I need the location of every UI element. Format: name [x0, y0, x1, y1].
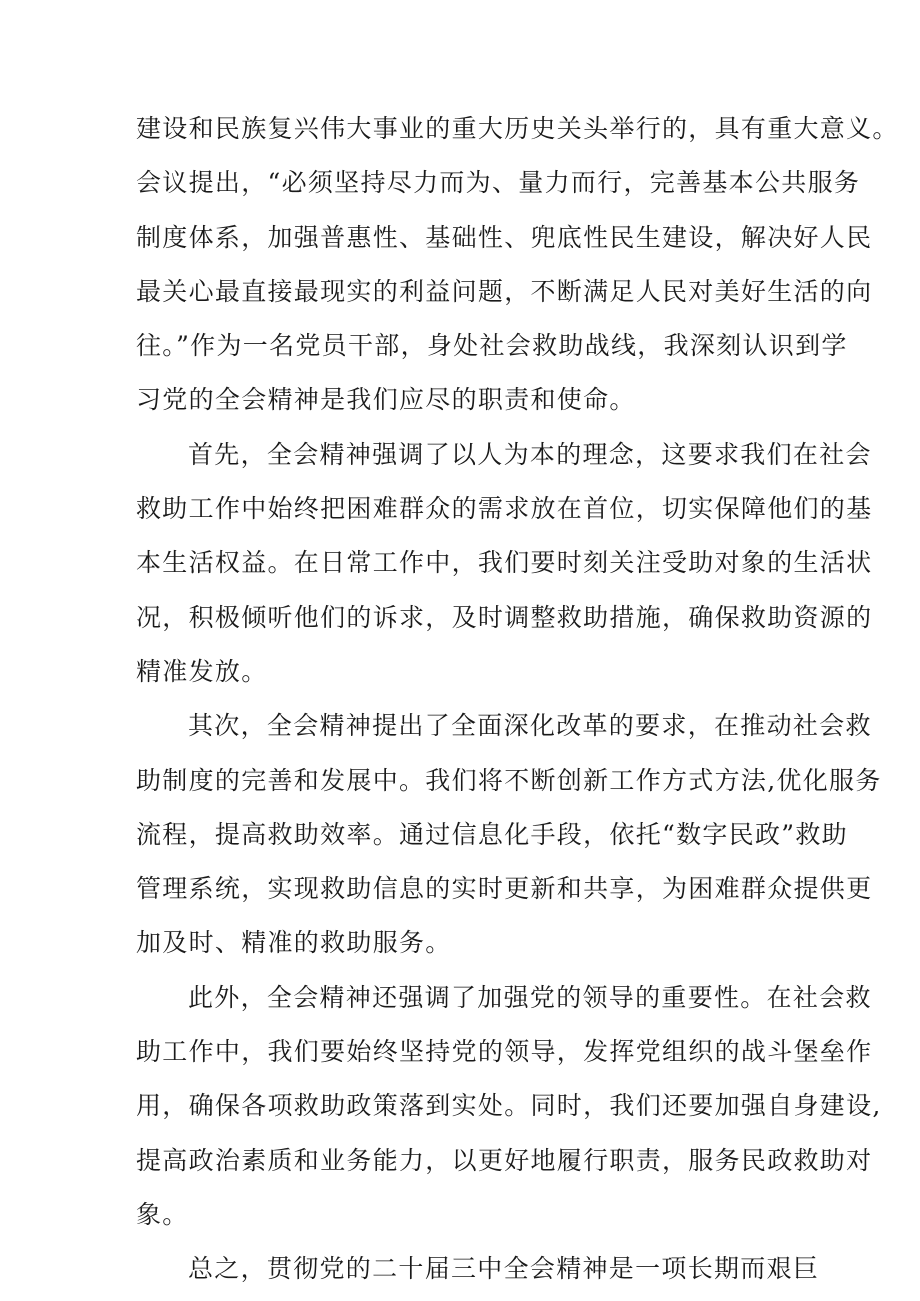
- text-line: 建设和民族复兴伟大事业的重大历史关头举行的，具有重大意义。: [136, 114, 899, 143]
- text-line: 提高政治素质和业务能力，以更好地履行职责，服务民政救助对: [136, 1145, 873, 1175]
- text-line: 加及时、精准的救助服务。: [136, 928, 452, 958]
- text-line: 救助工作中始终把困难群众的需求放在首位，切实保障他们的基: [136, 494, 873, 524]
- paragraph-conclusion: [136, 1242, 820, 1296]
- text-line: 会议提出，“必须坚持尽力而为、量力而行，完善基本公共服务: [136, 168, 861, 198]
- text-line: 最关心最直接最现实的利益问题，不断满足人民对美好生活的向: [136, 276, 873, 306]
- document-body: [136, 102, 899, 1297]
- text-line: 其次，全会精神提出了全面深化改革的要求，在推动社会救: [188, 711, 872, 741]
- text-line: 总之，贯彻党的二十届三中全会精神是一项长期而艰巨: [188, 1254, 820, 1284]
- text-line: 此外，全会精神还强调了加强党的领导的重要性。在社会救: [188, 982, 872, 1012]
- text-line: 制度体系，加强普惠性、基础性、兜底性民生建设，解决好人民: [136, 222, 873, 252]
- paragraph-second: [136, 699, 882, 970]
- text-line: 管理系统，实现救助信息的实时更新和共享，为困难群众提供更: [136, 874, 873, 904]
- text-line: 况，积极倾听他们的诉求，及时调整救助措施，确保救助资源的: [136, 602, 873, 632]
- text-line: 本生活权益。在日常工作中，我们要时刻关注受助对象的生活状: [136, 548, 873, 578]
- text-line: 习党的全会精神是我们应尽的职责和使命。: [136, 385, 636, 415]
- paragraph-third: [136, 971, 882, 1242]
- paragraph-first: [136, 428, 873, 699]
- text-line: 流程，提高救助效率。通过信息化手段，依托“数字民政”救助: [136, 819, 848, 849]
- text-line: 象。: [136, 1199, 189, 1229]
- text-line: 助制度的完善和发展中。我们将不断创新工作方式方法,优化服务: [136, 765, 882, 795]
- text-line: 往。”作为一名党员干部，身处社会救助战线，我深刻认识到学: [136, 331, 848, 361]
- text-line: 首先，全会精神强调了以人为本的理念，这要求我们在社会: [188, 439, 872, 469]
- text-line: 助工作中，我们要始终坚持党的领导，发挥党组织的战斗堡垒作: [136, 1037, 873, 1067]
- text-line: 用，确保各项救助政策落到实处。同时，我们还要加强自身建设,: [136, 1091, 882, 1121]
- text-line: 精准发放。: [136, 656, 268, 686]
- paragraph-intro: [136, 102, 899, 428]
